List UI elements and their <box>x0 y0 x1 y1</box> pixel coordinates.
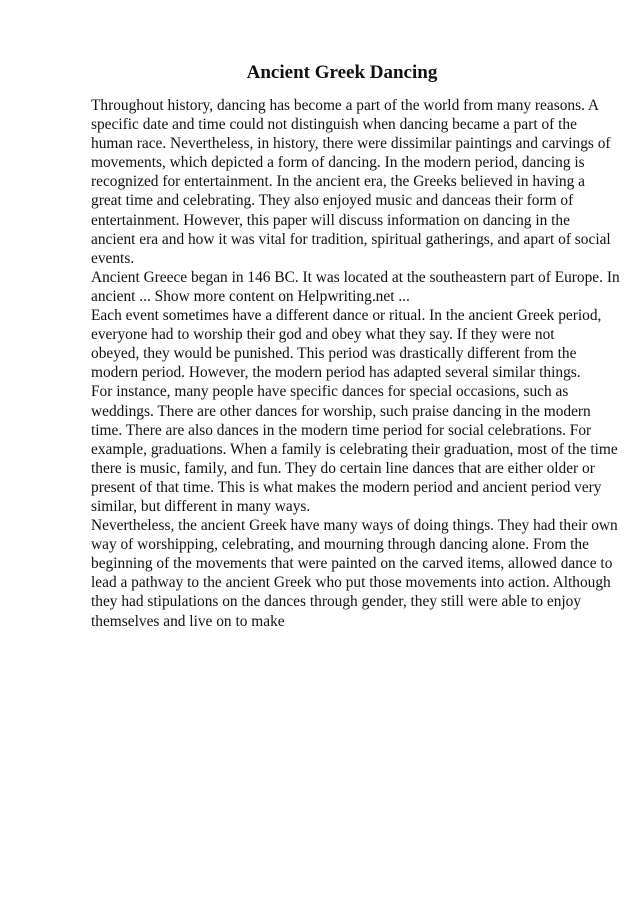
text-line: beginning of the movements that were painted on the carved items, allowed dance to <box>91 555 613 573</box>
text-line: everyone had to worship their god and obey what they say. If they were not <box>91 326 555 344</box>
text-line: time. There are also dances in the modern time period for social celebrations. For <box>91 421 592 439</box>
text-line: weddings. There are other dances for worship, such praise dancing in the modern <box>91 402 591 420</box>
text-line: great time and celebrating. They also enjoyed music and danceas their form of <box>91 192 574 210</box>
text-line: obeyed, they would be punished. This period was drastically different from the <box>91 345 577 363</box>
text-line: there is music, family, and fun. They do certain line dances that are either older or <box>91 459 595 477</box>
text-line: ancient ... Show more content on Helpwriting.net ... <box>91 287 410 305</box>
text-line: way of worshipping, celebrating, and mourning through dancing alone. From the <box>91 536 589 554</box>
text-line: they had stipulations on the dances through gender, they still were able to enjoy <box>91 593 582 611</box>
text-line: present of that time. This is what makes the modern period and ancient period very <box>91 478 602 496</box>
text-line: modern period. However, the modern period has adapted several similar things. <box>91 364 581 382</box>
text-line: For instance, many people have specific dances for special occasions, such as <box>91 383 569 401</box>
text-line: lead a pathway to the ancient Greek who put those movements into action. Although <box>91 574 611 592</box>
text-line: similar, but different in many ways. <box>91 497 311 515</box>
text-line: Each event sometimes have a different dance or ritual. In the ancient Greek period, <box>91 307 602 325</box>
text-line: entertainment. However, this paper will discuss information on dancing in the <box>91 211 570 229</box>
text-line: specific date and time could not distinguish when dancing became a part of the <box>91 116 577 134</box>
text-line: themselves and live on to make <box>91 612 285 630</box>
text-line: Ancient Greece began in 146 BC. It was located at the southeastern part of Europe. In <box>91 268 620 286</box>
text-line: example, graduations. When a family is celebrating their graduation, most of the time <box>91 440 618 458</box>
text-line: Throughout history, dancing has become a part of the world from many reasons. A <box>91 97 600 114</box>
document-body <box>91 96 620 631</box>
text-line: ancient era and how it was vital for tradition, spiritual gatherings, and apart of social <box>91 230 611 248</box>
text-line: recognized for entertainment. In the ancient era, the Greeks believed in having a <box>91 173 585 191</box>
text-line: human race. Nevertheless, in history, there were dissimilar paintings and carvings of <box>91 135 611 153</box>
document-title: Ancient Greek Dancing <box>246 62 438 83</box>
text-line: movements, which depicted a form of dancing. In the modern period, dancing is <box>91 154 585 172</box>
text-line: events. <box>91 249 135 267</box>
text-line: Nevertheless, the ancient Greek have many ways of doing things. They had their own <box>91 517 618 535</box>
